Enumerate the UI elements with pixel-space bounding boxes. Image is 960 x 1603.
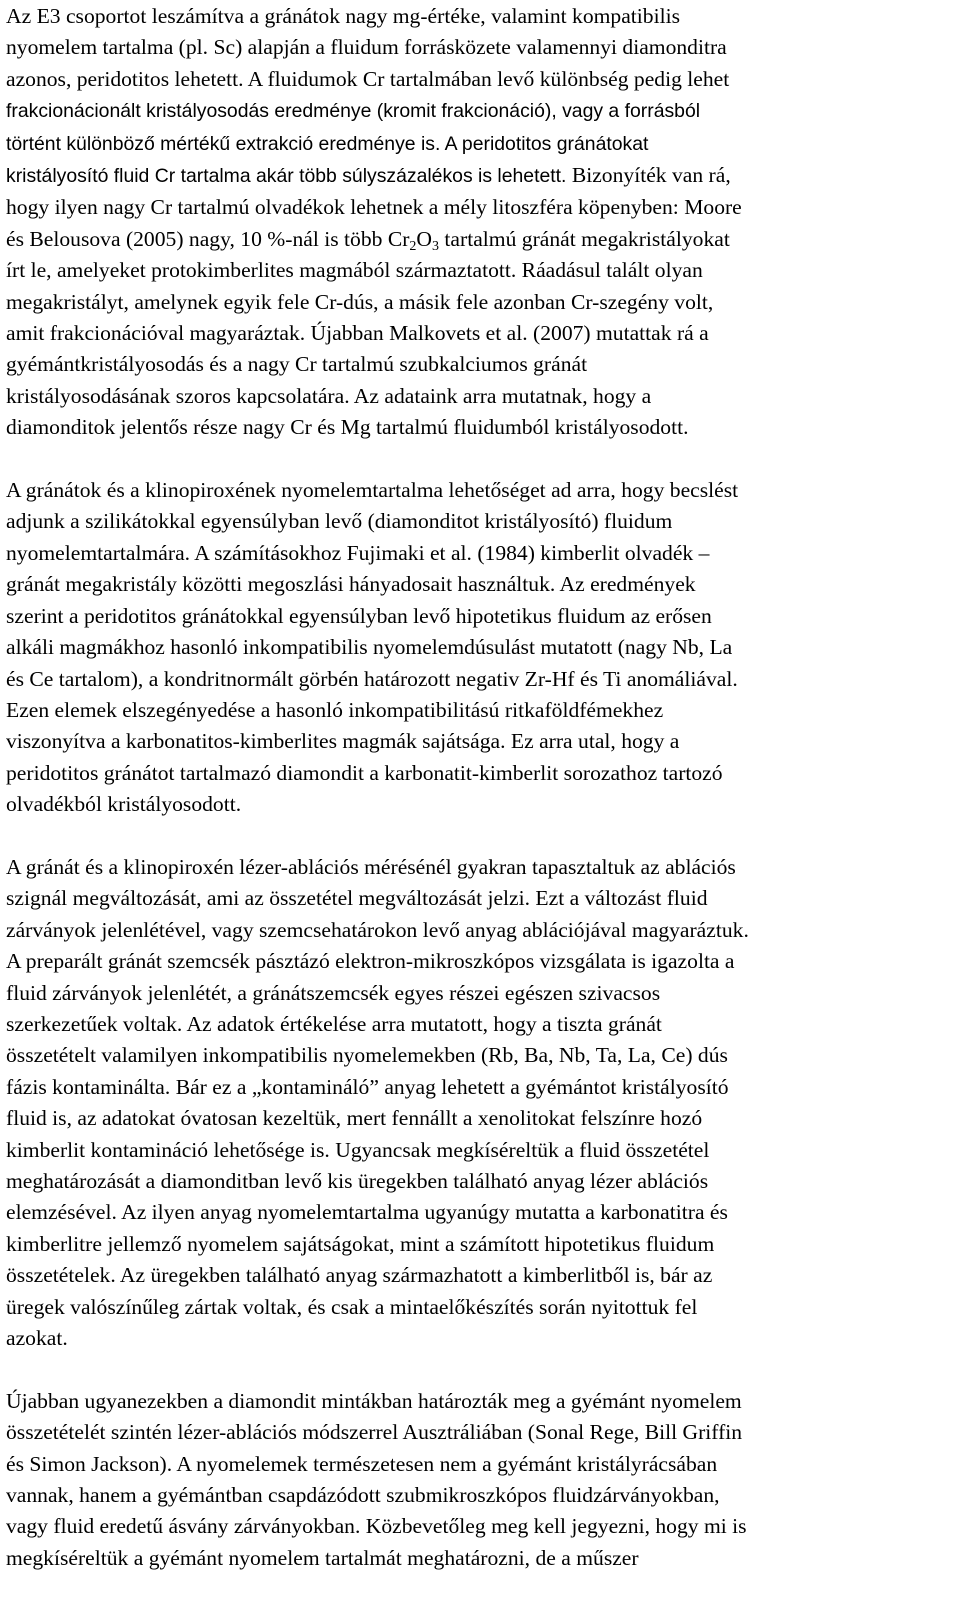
- text-line: [6, 946, 946, 977]
- text-run: nyomelem tartalma (pl. Sc) alapján a fluidum forrásközete valamennyi diamonditra: [6, 35, 727, 60]
- text-line: [6, 758, 946, 789]
- text-run: gránát megakristály közötti megoszlási hányadosait használtuk. Az eredmények: [6, 572, 696, 597]
- text-run: azokat.: [6, 1326, 68, 1351]
- text-run: zárványok jelenlétével, vagy szemcsehatárokon levő anyag ablációjával magyaráztuk.: [6, 917, 749, 942]
- text-line: [6, 883, 946, 914]
- text-run: Újabban ugyanezekben a diamondit mintákban határozták meg a gyémánt nyomelem: [6, 1388, 742, 1413]
- text-run: és Simon Jackson). A nyomelemek természetesen nem a gyémánt kristályrácsában: [6, 1451, 718, 1476]
- text-line: [6, 506, 946, 537]
- text-run: viszonyítva a karbonatitos-kimberlites magmák sajátsága. Ez arra utal, hogy a: [6, 729, 680, 754]
- text-line: [6, 349, 946, 380]
- text-run: gyémántkristályosodás és a nagy Cr tartalmú szubkalciumos gránát: [6, 352, 588, 377]
- text-run: amit frakcionációval magyaráztak. Újabban Malkovets et al. (2007) mutattak rá a: [6, 321, 709, 346]
- text-run: összetételét szintén lézer-ablációs módszerrel Ausztráliában (Sonal Rege, Bill Griffin: [6, 1420, 743, 1445]
- text-line: [6, 695, 946, 726]
- text-run: fluid zárványok jelenlétét, a gránátszemcsék egyes részei egészen szivacsos: [6, 980, 661, 1005]
- text-run: diamonditok jelentős része nagy Cr és Mg tartalmú fluidumból kristályosodott.: [6, 415, 689, 440]
- text-line: [6, 1260, 946, 1291]
- text-run: megkíséreltük a gyémánt nyomelem tartalmát meghatározni, de a műszer: [6, 1545, 639, 1570]
- text-line: [6, 538, 946, 569]
- paragraph-spacer: [6, 821, 946, 852]
- text-line: [6, 381, 946, 412]
- text-line: [6, 475, 946, 506]
- text-line: [6, 1323, 946, 1354]
- text-run: Bizonyíték van rá,: [566, 163, 731, 188]
- text-line: [6, 1511, 946, 1542]
- text-line: [6, 64, 946, 95]
- text-line: [6, 852, 946, 883]
- text-line: [6, 32, 946, 63]
- text-line: [6, 95, 946, 127]
- text-line: [6, 601, 946, 632]
- text-run: hogy ilyen nagy Cr tartalmú olvadékok lehetnek a mély litoszféra köpenyben: Moore: [6, 195, 742, 220]
- text-run: kimberlit kontamináció lehetősége is. Ugyancsak megkíséreltük a fluid összetétel: [6, 1137, 710, 1162]
- text-run: A gránátok és a klinopiroxének nyomelemtartalma lehetőséget ad arra, hogy becslést: [6, 478, 739, 503]
- text-run: összetételek. Az üregekben található anyag származhatott a kimberlitből is, bár az: [6, 1263, 713, 1288]
- text-line: [6, 726, 946, 757]
- text-run: szignál megváltozását, ami az összetétel megváltozását jelzi. Ezt a változást fluid: [6, 886, 708, 911]
- text-run: olvadékból kristályosodott.: [6, 792, 242, 817]
- text-line: [6, 192, 946, 223]
- text-line: [6, 632, 946, 663]
- text-line: [6, 412, 946, 443]
- text-line: [6, 255, 946, 286]
- text-run: kimberlitre jellemző nyomelem sajátságokat, mint a számított hipotetikus fluidum: [6, 1231, 715, 1256]
- subscript-text: 2: [409, 238, 417, 254]
- text-line: [6, 1135, 946, 1166]
- text-line: [6, 318, 946, 349]
- text-line: [6, 224, 946, 255]
- text-run: szerint a peridotitos gránátokkal egyensúlyban levő hipotetikus fluidum az erősen: [6, 603, 712, 628]
- text-line: [6, 1480, 946, 1511]
- text-line: [6, 1072, 946, 1103]
- text-run: adjunk a szilikátokkal egyensúlyban levő (diamonditot kristályosító) fluidum: [6, 509, 673, 534]
- text-run: Ezen elemek elszegényedése a hasonló inkompatibilitású ritkaföldfémekhez: [6, 697, 664, 722]
- text-run: megakristályt, amelynek egyik fele Cr-dús, a másik fele azonban Cr-szegény volt,: [6, 289, 714, 314]
- text-run: alkáli magmákhoz hasonló inkompatibilis nyomelemdúsulást mutatott (nagy Nb, La: [6, 635, 733, 660]
- text-line: [6, 664, 946, 695]
- text-line: [6, 978, 946, 1009]
- text-run: írt le, amelyeket protokimberlites magmából származtatott. Ráadásul talált olyan: [6, 258, 703, 283]
- text-run: A preparált gránát szemcsék pásztázó elektron-mikroszkópos vizsgálata is igazolta a: [6, 949, 735, 974]
- document-page: [6, 1, 946, 1574]
- text-run: kristályosodásának szoros kapcsolatára. Az adataink arra mutatnak, hogy a: [6, 383, 652, 408]
- subscript-text: 3: [432, 238, 440, 254]
- text-run: kristályosító fluid Cr tartalma akár több súlyszázalékos is lehetett.: [6, 165, 567, 188]
- text-line: [6, 128, 946, 160]
- paragraph-3: [6, 852, 946, 1355]
- text-run: nyomelemtartalmára. A számításokhoz Fujimaki et al. (1984) kimberlit olvadék –: [6, 540, 710, 565]
- text-run: A gránát és a klinopiroxén lézer-ablációs mérésénél gyakran tapasztaltuk az ablációs: [6, 854, 736, 879]
- text-line: [6, 1, 946, 32]
- text-run: vannak, hanem a gyémántban csapdázódott szubmikroszkópos fluidzárványokban,: [6, 1483, 720, 1508]
- text-line: [6, 1103, 946, 1134]
- text-run: üregek valószínűleg zártak voltak, és csak a mintaelőkészítés során nyitottuk fel: [6, 1294, 698, 1319]
- text-line: [6, 1449, 946, 1480]
- text-run: szerkezetűek voltak. Az adatok értékelése arra mutatott, hogy a tiszta gránát: [6, 1011, 662, 1036]
- text-run: meghatározását a diamonditban levő kis üregekben található anyag lézer ablációs: [6, 1169, 709, 1193]
- text-line: [6, 1386, 946, 1417]
- text-run: Az E3 csoportot leszámítva a gránátok nagy mg-értéke, valamint kompatibilis: [6, 4, 681, 28]
- paragraph-2: [6, 475, 946, 820]
- paragraph-spacer: [6, 444, 946, 475]
- paragraph-1: [6, 1, 946, 444]
- text-line: [6, 160, 946, 192]
- text-run: fázis kontaminálta. Bár ez a „kontamináló” anyag lehetett a gyémántot kristályosító: [6, 1074, 729, 1099]
- text-line: [6, 1009, 946, 1040]
- paragraph-spacer: [6, 1354, 946, 1385]
- text-run: fluid is, az adatokat óvatosan kezeltük, mert fennállt a xenolitokat felszínre hozó: [6, 1106, 703, 1131]
- text-run: elemzésével. Az ilyen anyag nyomelemtartalma ugyanúgy mutatta a karbonatitra és: [6, 1200, 728, 1225]
- text-run: frakcionácionált kristályosodás eredménye (kromit frakcionáció), vagy a forrásból: [6, 100, 701, 123]
- text-run: összetételt valamilyen inkompatibilis nyomelemekben (Rb, Ba, Nb, Ta, La, Ce) dús: [6, 1043, 728, 1068]
- text-line: [6, 569, 946, 600]
- text-run: O: [416, 226, 433, 251]
- text-line: [6, 1417, 946, 1448]
- text-line: [6, 789, 946, 820]
- text-run: és Belousova (2005) nagy, 10 %-nál is több Cr: [6, 226, 410, 251]
- text-line: [6, 1292, 946, 1323]
- text-line: [6, 1040, 946, 1071]
- text-line: [6, 287, 946, 318]
- text-run: tartalmú gránát megakristályokat: [439, 226, 730, 251]
- text-run: peridotitos gránátot tartalmazó diamondit a karbonatit-kimberlit sorozathoz tartozó: [6, 760, 723, 785]
- text-line: [6, 1543, 946, 1574]
- paragraph-4: [6, 1386, 946, 1574]
- text-line: [6, 1229, 946, 1260]
- text-run: vagy fluid eredetű ásvány zárványokban. Közbevetőleg meg kell jegyezni, hogy mi is: [6, 1514, 747, 1539]
- text-run: és Ce tartalom), a kondritnormált görbén határozott negativ Zr-Hf és Ti anomáliával.: [6, 666, 738, 691]
- text-line: [6, 1166, 946, 1197]
- text-run: azonos, peridotitos lehetett. A fluidumok Cr tartalmában levő különbség pedig lehet: [6, 66, 730, 91]
- text-run: történt különböző mértékű extrakció eredménye is. A peridotitos gránátokat: [6, 132, 649, 155]
- text-line: [6, 915, 946, 946]
- text-line: [6, 1197, 946, 1228]
